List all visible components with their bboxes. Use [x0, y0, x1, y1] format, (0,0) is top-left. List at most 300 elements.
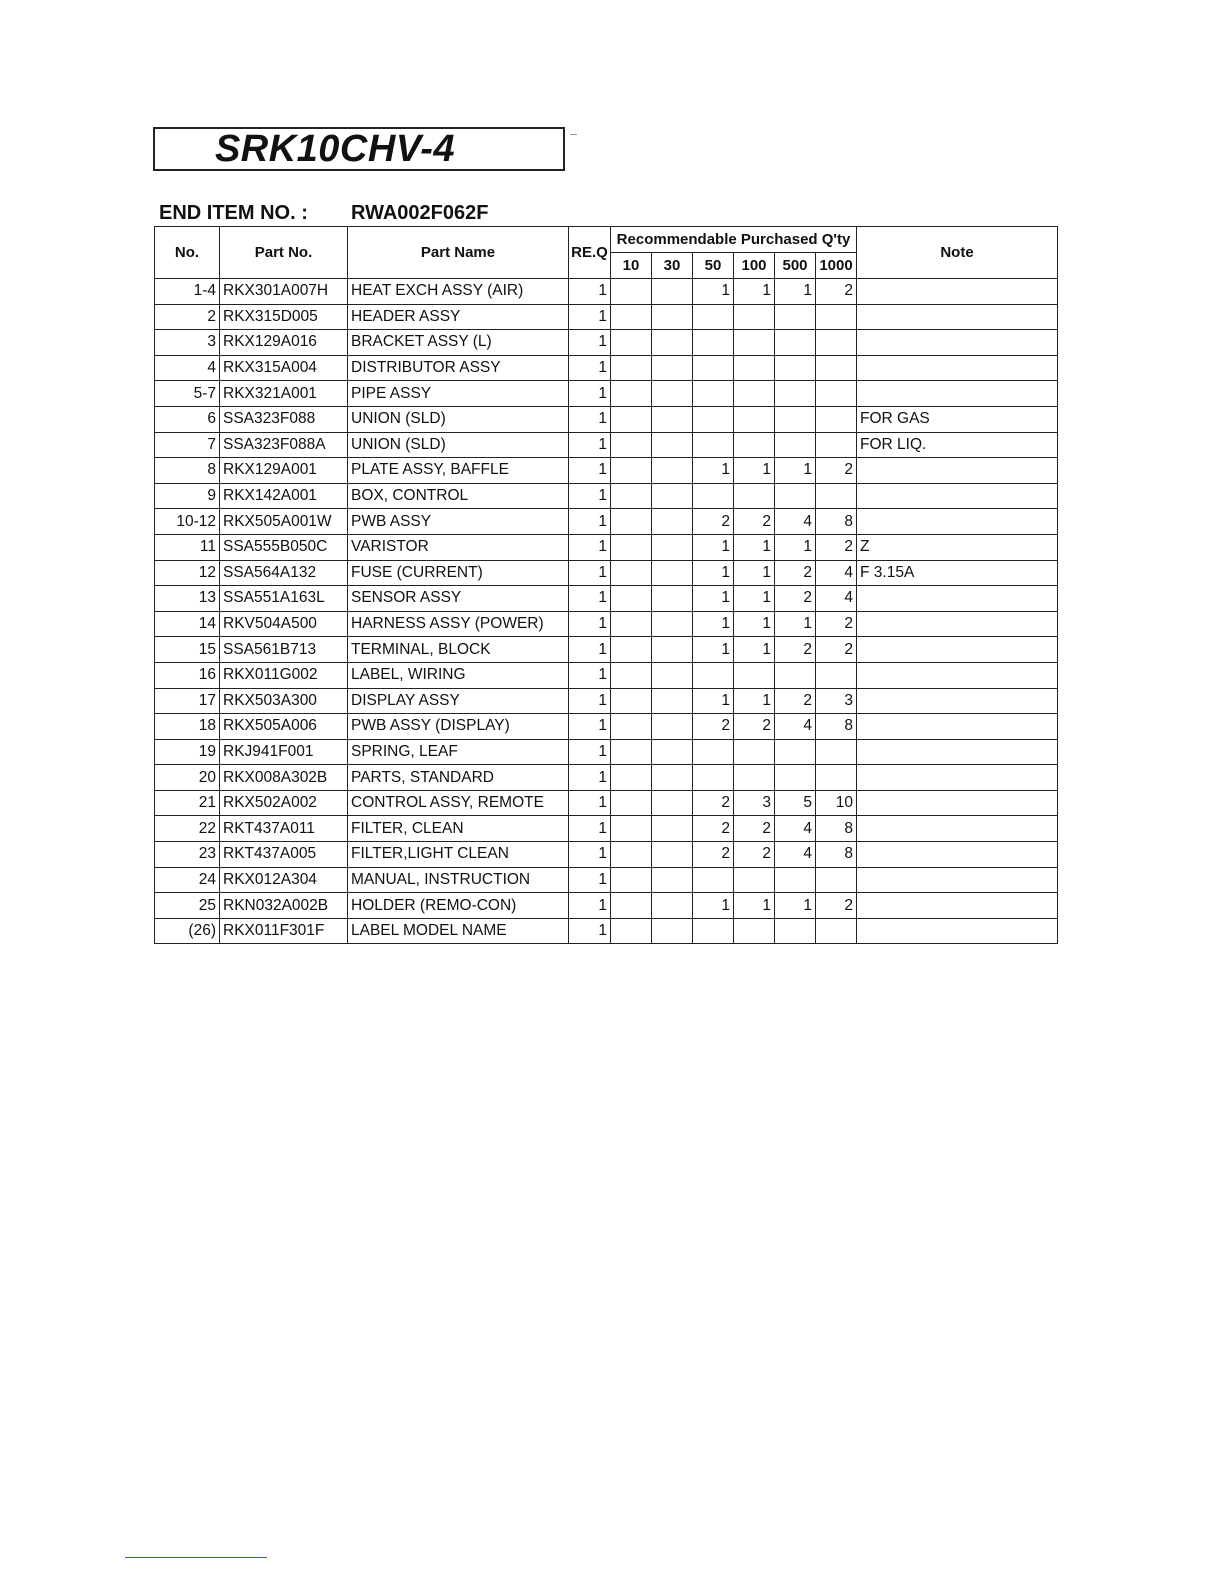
cell-qty-50 — [693, 304, 734, 330]
cell-qty-1000 — [816, 483, 857, 509]
cell-qty-100: 1 — [734, 458, 775, 484]
cell-qty-500 — [775, 765, 816, 791]
cell-note — [857, 739, 1058, 765]
cell-qty-100: 2 — [734, 842, 775, 868]
cell-qty-500 — [775, 483, 816, 509]
cell-note: F 3.15A — [857, 560, 1058, 586]
cell-part-name: HEADER ASSY — [348, 304, 569, 330]
table-row — [155, 381, 1058, 407]
cell-part-no: RKX129A001 — [220, 458, 348, 484]
cell-part-name: FUSE (CURRENT) — [348, 560, 569, 586]
table-row — [155, 432, 1058, 458]
cell-qty-1000: 8 — [816, 714, 857, 740]
cell-qty-50: 1 — [693, 534, 734, 560]
table-row — [155, 714, 1058, 740]
cell-part-no: RKX502A002 — [220, 790, 348, 816]
cell-qty-10 — [611, 586, 652, 612]
cell-part-no: SSA323F088A — [220, 432, 348, 458]
cell-qty-1000: 2 — [816, 893, 857, 919]
cell-qty-50: 2 — [693, 816, 734, 842]
cell-no: 15 — [155, 637, 220, 663]
cell-qty-100 — [734, 662, 775, 688]
header-qty-100: 100 — [734, 253, 775, 279]
table-row — [155, 765, 1058, 791]
table-row — [155, 842, 1058, 868]
cell-part-no: RKX505A001W — [220, 509, 348, 535]
cell-part-name: DISTRIBUTOR ASSY — [348, 355, 569, 381]
cell-note — [857, 688, 1058, 714]
cell-qty-100: 1 — [734, 688, 775, 714]
cell-qty-100: 2 — [734, 509, 775, 535]
cell-qty-500: 2 — [775, 688, 816, 714]
cell-qty-30 — [652, 406, 693, 432]
cell-qty-30 — [652, 355, 693, 381]
cell-qty-500: 5 — [775, 790, 816, 816]
cell-part-name: PIPE ASSY — [348, 381, 569, 407]
cell-qty-1000 — [816, 432, 857, 458]
cell-req: 1 — [569, 586, 611, 612]
cell-qty-30 — [652, 483, 693, 509]
cell-note: Z — [857, 534, 1058, 560]
cell-part-no: RKX012A304 — [220, 867, 348, 893]
cell-part-name: FILTER, CLEAN — [348, 816, 569, 842]
cell-part-no: SSA555B050C — [220, 534, 348, 560]
cell-qty-50: 1 — [693, 458, 734, 484]
header-note: Note — [857, 227, 1058, 279]
cell-qty-500: 2 — [775, 560, 816, 586]
cell-part-no: RKX315A004 — [220, 355, 348, 381]
cell-req: 1 — [569, 458, 611, 484]
cell-qty-1000 — [816, 765, 857, 791]
cell-note — [857, 330, 1058, 356]
cell-qty-30 — [652, 714, 693, 740]
table-row — [155, 330, 1058, 356]
table-row — [155, 458, 1058, 484]
table-row — [155, 867, 1058, 893]
cell-qty-50: 2 — [693, 790, 734, 816]
cell-req: 1 — [569, 739, 611, 765]
cell-qty-10 — [611, 483, 652, 509]
cell-qty-100: 1 — [734, 534, 775, 560]
cell-qty-50 — [693, 765, 734, 791]
cell-req: 1 — [569, 509, 611, 535]
cell-qty-50 — [693, 483, 734, 509]
cell-note — [857, 842, 1058, 868]
cell-qty-30 — [652, 662, 693, 688]
cell-qty-500 — [775, 918, 816, 944]
cell-part-name: UNION (SLD) — [348, 432, 569, 458]
cell-qty-10 — [611, 867, 652, 893]
cell-note — [857, 918, 1058, 944]
cell-qty-10 — [611, 458, 652, 484]
cell-qty-500: 4 — [775, 842, 816, 868]
cell-note — [857, 483, 1058, 509]
cell-qty-10 — [611, 534, 652, 560]
cell-no: 25 — [155, 893, 220, 919]
cell-qty-30 — [652, 765, 693, 791]
cell-part-no: SSA551A163L — [220, 586, 348, 612]
cell-qty-100 — [734, 355, 775, 381]
cell-qty-30 — [652, 304, 693, 330]
cell-part-name: SENSOR ASSY — [348, 586, 569, 612]
cell-qty-100: 2 — [734, 816, 775, 842]
cell-part-no: RKX008A302B — [220, 765, 348, 791]
cell-qty-30 — [652, 739, 693, 765]
cell-req: 1 — [569, 483, 611, 509]
model-title: SRK10CHV-4 — [214, 127, 456, 170]
cell-qty-10 — [611, 637, 652, 663]
cell-part-no: RKJ941F001 — [220, 739, 348, 765]
cell-req: 1 — [569, 381, 611, 407]
cell-note — [857, 304, 1058, 330]
cell-qty-30 — [652, 842, 693, 868]
cell-qty-30 — [652, 893, 693, 919]
cell-part-no: SSA561B713 — [220, 637, 348, 663]
cell-qty-50: 1 — [693, 560, 734, 586]
cell-part-no: RKV504A500 — [220, 611, 348, 637]
cell-qty-10 — [611, 611, 652, 637]
cell-qty-10 — [611, 560, 652, 586]
cell-part-name: BOX, CONTROL — [348, 483, 569, 509]
cell-req: 1 — [569, 330, 611, 356]
cell-qty-500: 4 — [775, 816, 816, 842]
table-row — [155, 355, 1058, 381]
cell-qty-500: 1 — [775, 893, 816, 919]
cell-qty-30 — [652, 867, 693, 893]
cell-qty-100: 1 — [734, 560, 775, 586]
cell-part-name: PWB ASSY — [348, 509, 569, 535]
table-row — [155, 586, 1058, 612]
cell-no: 1-4 — [155, 279, 220, 305]
cell-qty-30 — [652, 637, 693, 663]
cell-qty-1000 — [816, 739, 857, 765]
table-row — [155, 637, 1058, 663]
cell-no: 22 — [155, 816, 220, 842]
cell-qty-100: 1 — [734, 893, 775, 919]
table-row — [155, 893, 1058, 919]
cell-note — [857, 867, 1058, 893]
cell-qty-10 — [611, 842, 652, 868]
cell-qty-10 — [611, 355, 652, 381]
cell-no: 10-12 — [155, 509, 220, 535]
table-row — [155, 816, 1058, 842]
cell-qty-500: 1 — [775, 279, 816, 305]
cell-no: 11 — [155, 534, 220, 560]
cell-no: 12 — [155, 560, 220, 586]
end-item-label: END ITEM NO. : — [159, 202, 308, 224]
cell-no: 21 — [155, 790, 220, 816]
cell-qty-50: 1 — [693, 688, 734, 714]
cell-part-name: HEAT EXCH ASSY (AIR) — [348, 279, 569, 305]
table-row — [155, 688, 1058, 714]
cell-qty-10 — [611, 279, 652, 305]
cell-qty-100: 3 — [734, 790, 775, 816]
cell-qty-100 — [734, 406, 775, 432]
cell-qty-10 — [611, 688, 652, 714]
cell-req: 1 — [569, 867, 611, 893]
cell-qty-1000 — [816, 662, 857, 688]
cell-qty-10 — [611, 330, 652, 356]
cell-part-name: HOLDER (REMO-CON) — [348, 893, 569, 919]
cell-no: 3 — [155, 330, 220, 356]
header-part-name: Part Name — [348, 227, 569, 279]
cell-note — [857, 458, 1058, 484]
parts-table — [154, 226, 1058, 944]
cell-qty-500 — [775, 355, 816, 381]
footer-line — [125, 1557, 267, 1558]
cell-part-no: RKX503A300 — [220, 688, 348, 714]
cell-qty-500 — [775, 867, 816, 893]
cell-part-no: SSA564A132 — [220, 560, 348, 586]
cell-part-no: RKX142A001 — [220, 483, 348, 509]
cell-part-name: UNION (SLD) — [348, 406, 569, 432]
cell-qty-30 — [652, 790, 693, 816]
cell-note — [857, 509, 1058, 535]
cell-note: FOR LIQ. — [857, 432, 1058, 458]
end-item-value: RWA002F062F — [351, 202, 489, 224]
cell-qty-500: 2 — [775, 586, 816, 612]
cell-qty-50: 1 — [693, 586, 734, 612]
cell-qty-1000 — [816, 304, 857, 330]
cell-part-name: MANUAL, INSTRUCTION — [348, 867, 569, 893]
cell-qty-30 — [652, 611, 693, 637]
cell-qty-10 — [611, 765, 652, 791]
cell-qty-10 — [611, 662, 652, 688]
cell-qty-30 — [652, 586, 693, 612]
table-row — [155, 534, 1058, 560]
cell-qty-10 — [611, 714, 652, 740]
cell-no: 2 — [155, 304, 220, 330]
table-row — [155, 483, 1058, 509]
cell-qty-10 — [611, 406, 652, 432]
cell-qty-1000: 4 — [816, 586, 857, 612]
cell-note — [857, 765, 1058, 791]
cell-qty-10 — [611, 432, 652, 458]
cell-qty-1000: 2 — [816, 279, 857, 305]
cell-qty-100 — [734, 867, 775, 893]
cell-req: 1 — [569, 662, 611, 688]
cell-qty-50: 2 — [693, 842, 734, 868]
cell-qty-1000: 3 — [816, 688, 857, 714]
cell-qty-100 — [734, 739, 775, 765]
cell-qty-1000: 4 — [816, 560, 857, 586]
cell-qty-10 — [611, 739, 652, 765]
cell-req: 1 — [569, 406, 611, 432]
table-row — [155, 662, 1058, 688]
cell-req: 1 — [569, 355, 611, 381]
cell-qty-1000: 2 — [816, 611, 857, 637]
cell-qty-1000 — [816, 381, 857, 407]
cell-no: 13 — [155, 586, 220, 612]
cell-req: 1 — [569, 637, 611, 663]
cell-req: 1 — [569, 611, 611, 637]
cell-qty-500 — [775, 432, 816, 458]
cell-qty-50: 1 — [693, 611, 734, 637]
cell-qty-50: 2 — [693, 714, 734, 740]
cell-no: 17 — [155, 688, 220, 714]
cell-part-no: RKT437A011 — [220, 816, 348, 842]
cell-qty-30 — [652, 279, 693, 305]
cell-qty-1000: 2 — [816, 534, 857, 560]
table-row — [155, 739, 1058, 765]
cell-qty-10 — [611, 918, 652, 944]
cell-qty-50: 1 — [693, 637, 734, 663]
cell-part-name: HARNESS ASSY (POWER) — [348, 611, 569, 637]
cell-qty-10 — [611, 790, 652, 816]
cell-qty-1000: 8 — [816, 509, 857, 535]
model-title-box — [153, 127, 565, 171]
cell-req: 1 — [569, 560, 611, 586]
cell-part-no: RKX011G002 — [220, 662, 348, 688]
cell-note — [857, 611, 1058, 637]
cell-no: 18 — [155, 714, 220, 740]
cell-part-no: RKN032A002B — [220, 893, 348, 919]
cell-note — [857, 893, 1058, 919]
cell-qty-30 — [652, 330, 693, 356]
cell-req: 1 — [569, 279, 611, 305]
cell-req: 1 — [569, 534, 611, 560]
cell-note — [857, 714, 1058, 740]
cell-qty-500 — [775, 739, 816, 765]
cell-part-name: PARTS, STANDARD — [348, 765, 569, 791]
cell-qty-1000 — [816, 406, 857, 432]
cell-no: 6 — [155, 406, 220, 432]
cell-qty-30 — [652, 432, 693, 458]
cell-qty-1000: 2 — [816, 637, 857, 663]
cell-qty-10 — [611, 893, 652, 919]
table-row — [155, 304, 1058, 330]
cell-qty-50: 1 — [693, 893, 734, 919]
cell-qty-50 — [693, 662, 734, 688]
cell-qty-30 — [652, 688, 693, 714]
cell-qty-500 — [775, 662, 816, 688]
cell-note — [857, 816, 1058, 842]
cell-part-no: RKX321A001 — [220, 381, 348, 407]
table-row — [155, 611, 1058, 637]
cell-no: 5-7 — [155, 381, 220, 407]
header-req: RE.Q — [569, 227, 611, 279]
cell-no: 23 — [155, 842, 220, 868]
cell-note — [857, 279, 1058, 305]
cell-qty-50 — [693, 432, 734, 458]
cell-req: 1 — [569, 688, 611, 714]
cell-qty-100 — [734, 765, 775, 791]
cell-qty-100: 1 — [734, 279, 775, 305]
cell-qty-100 — [734, 918, 775, 944]
cell-part-name: PWB ASSY (DISPLAY) — [348, 714, 569, 740]
cell-part-name: BRACKET ASSY (L) — [348, 330, 569, 356]
cell-req: 1 — [569, 816, 611, 842]
cell-part-name: VARISTOR — [348, 534, 569, 560]
cell-qty-100: 1 — [734, 611, 775, 637]
cell-qty-500 — [775, 381, 816, 407]
cell-qty-500: 4 — [775, 714, 816, 740]
cell-qty-10 — [611, 304, 652, 330]
cell-qty-100 — [734, 381, 775, 407]
table-row — [155, 790, 1058, 816]
cell-no: 7 — [155, 432, 220, 458]
table-row — [155, 406, 1058, 432]
cell-req: 1 — [569, 304, 611, 330]
cell-note — [857, 637, 1058, 663]
cell-note — [857, 355, 1058, 381]
header-qty-50: 50 — [693, 253, 734, 279]
cell-part-name: CONTROL ASSY, REMOTE — [348, 790, 569, 816]
cell-qty-50 — [693, 918, 734, 944]
cell-qty-500: 1 — [775, 534, 816, 560]
cell-qty-10 — [611, 381, 652, 407]
cell-req: 1 — [569, 842, 611, 868]
cell-qty-50: 2 — [693, 509, 734, 535]
cell-qty-100: 1 — [734, 637, 775, 663]
cell-qty-500: 4 — [775, 509, 816, 535]
cell-qty-100 — [734, 304, 775, 330]
cell-req: 1 — [569, 893, 611, 919]
cell-no: 19 — [155, 739, 220, 765]
cell-qty-50 — [693, 739, 734, 765]
cell-no: 24 — [155, 867, 220, 893]
cell-no: 8 — [155, 458, 220, 484]
cell-qty-100: 1 — [734, 586, 775, 612]
header-qty-30: 30 — [652, 253, 693, 279]
cell-qty-500 — [775, 330, 816, 356]
header-part-no: Part No. — [220, 227, 348, 279]
end-item-line — [159, 202, 488, 225]
table-row — [155, 279, 1058, 305]
cell-qty-50 — [693, 867, 734, 893]
cell-qty-30 — [652, 534, 693, 560]
cell-part-name: SPRING, LEAF — [348, 739, 569, 765]
cell-qty-30 — [652, 509, 693, 535]
parts-table-body — [155, 279, 1058, 944]
cell-note — [857, 586, 1058, 612]
cell-part-name: TERMINAL, BLOCK — [348, 637, 569, 663]
header-qty-10: 10 — [611, 253, 652, 279]
cell-req: 1 — [569, 714, 611, 740]
cell-part-no: SSA323F088 — [220, 406, 348, 432]
cell-note — [857, 662, 1058, 688]
cell-qty-50 — [693, 406, 734, 432]
cell-qty-1000: 2 — [816, 458, 857, 484]
cell-qty-30 — [652, 381, 693, 407]
cell-req: 1 — [569, 918, 611, 944]
cell-qty-1000 — [816, 330, 857, 356]
cell-req: 1 — [569, 765, 611, 791]
cell-qty-100: 2 — [734, 714, 775, 740]
cell-qty-100 — [734, 432, 775, 458]
cell-qty-10 — [611, 816, 652, 842]
cell-qty-30 — [652, 458, 693, 484]
cell-no: 16 — [155, 662, 220, 688]
cell-req: 1 — [569, 432, 611, 458]
cell-part-no: RKX301A007H — [220, 279, 348, 305]
cell-qty-500: 1 — [775, 458, 816, 484]
cell-qty-1000: 8 — [816, 842, 857, 868]
cell-part-no: RKT437A005 — [220, 842, 348, 868]
cell-part-name: DISPLAY ASSY — [348, 688, 569, 714]
cell-part-no: RKX011F301F — [220, 918, 348, 944]
cell-note — [857, 790, 1058, 816]
cell-qty-100 — [734, 483, 775, 509]
header-recommended-qty: Recommendable Purchased Q'ty — [611, 227, 857, 253]
cell-qty-500: 1 — [775, 611, 816, 637]
cell-qty-30 — [652, 816, 693, 842]
cell-part-no: RKX315D005 — [220, 304, 348, 330]
cell-qty-500 — [775, 304, 816, 330]
cell-no: (26) — [155, 918, 220, 944]
cell-qty-10 — [611, 509, 652, 535]
cell-qty-50 — [693, 330, 734, 356]
